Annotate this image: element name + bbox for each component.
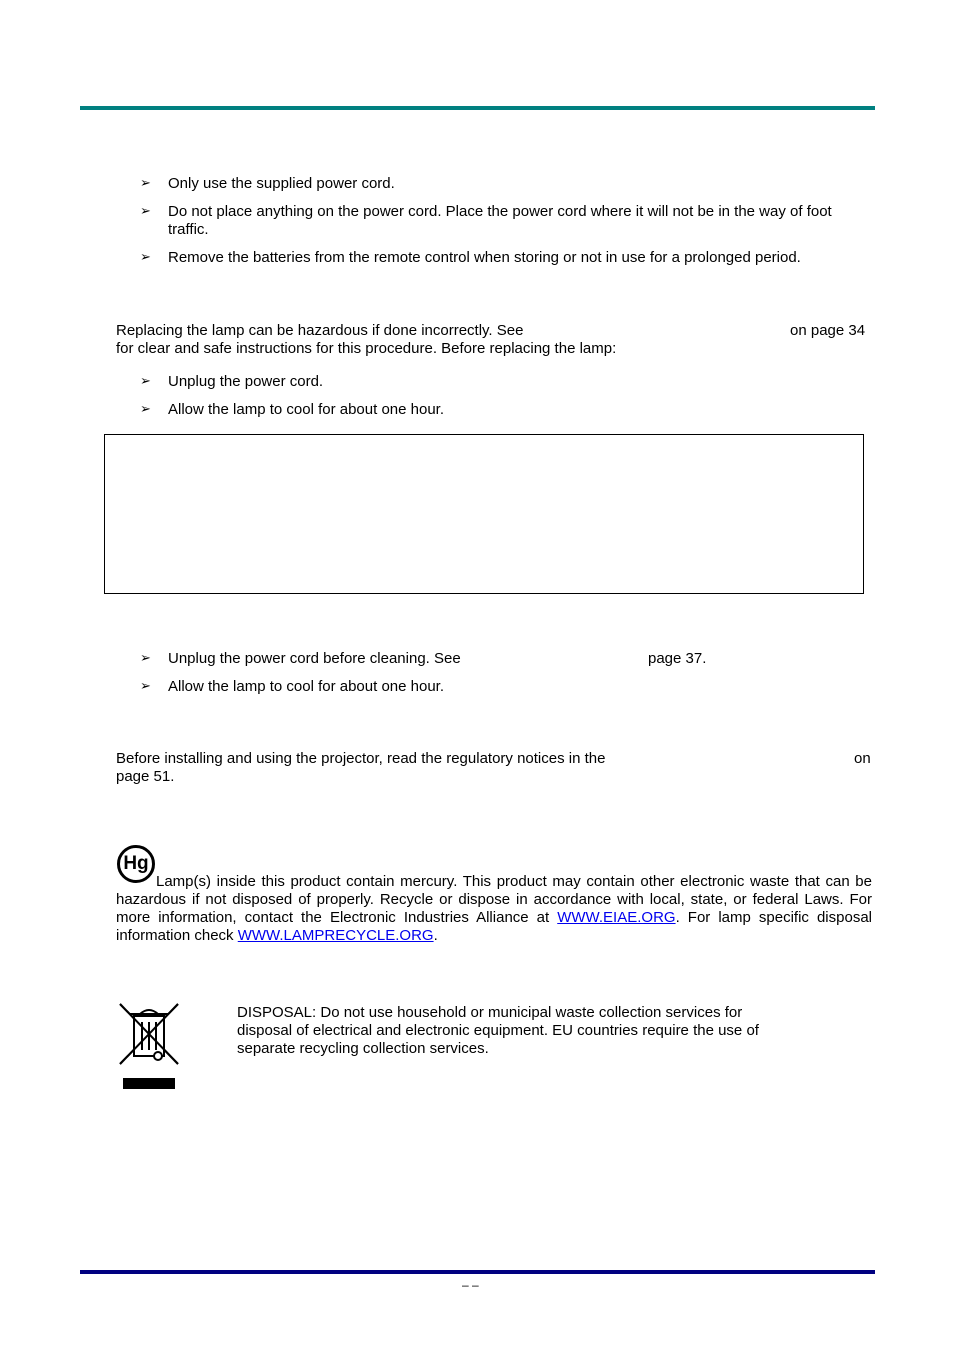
lamp-paragraph: Replacing the lamp can be hazardous if done incorrectly. See (116, 322, 524, 339)
lamprecycle-link[interactable]: WWW.LAMPRECYCLE.ORG (237, 927, 434, 944)
notice-box (104, 434, 864, 594)
arrow-bullet-icon: ➢ (140, 175, 151, 190)
disposal-text: DISPOSAL: Do not use household or municipal waste collection services for disposal of electrical and electronic equipment. EU countries require the use of separate recycling collection services. (237, 1004, 759, 1057)
lamp-page-ref: on page 34 (790, 322, 866, 339)
footer-rule (80, 1270, 875, 1274)
arrow-bullet-icon: ➢ (140, 401, 151, 416)
mercury-notice: Lamp(s) inside this product contain mercury. This product may contain other electronic waste that can be hazardous if not disposed of properly. Recycle or dispose in accordance with local, state, or federal Laws. For more information, contact the Electronic Industries Alliance at WWW.EIAE.ORG. For lamp specific disposal information check WWW.LAMPRECYCLE.ORG. (116, 873, 872, 944)
arrow-bullet-icon: ➢ (140, 373, 151, 388)
page-marker: – – (462, 1278, 479, 1292)
mercury-hg-icon: Hg (117, 845, 155, 883)
arrow-bullet-icon: ➢ (140, 650, 151, 665)
weee-crossed-bin-icon (118, 1002, 182, 1094)
regulatory-page: page 51. (116, 768, 175, 785)
header-rule (80, 106, 875, 110)
arrow-bullet-icon: ➢ (140, 203, 151, 218)
regulatory-on: on (854, 750, 871, 767)
cleaning-page-ref: page 37. (648, 650, 707, 667)
arrow-bullet-icon: ➢ (140, 678, 151, 693)
eiae-link[interactable]: WWW.EIAE.ORG (557, 909, 676, 926)
regulatory-text: Before installing and using the projector, read the regulatory notices in the (116, 750, 606, 767)
lamp-paragraph-line2: for clear and safe instructions for this procedure. Before replacing the lamp: (116, 340, 617, 357)
arrow-bullet-icon: ➢ (140, 249, 151, 264)
